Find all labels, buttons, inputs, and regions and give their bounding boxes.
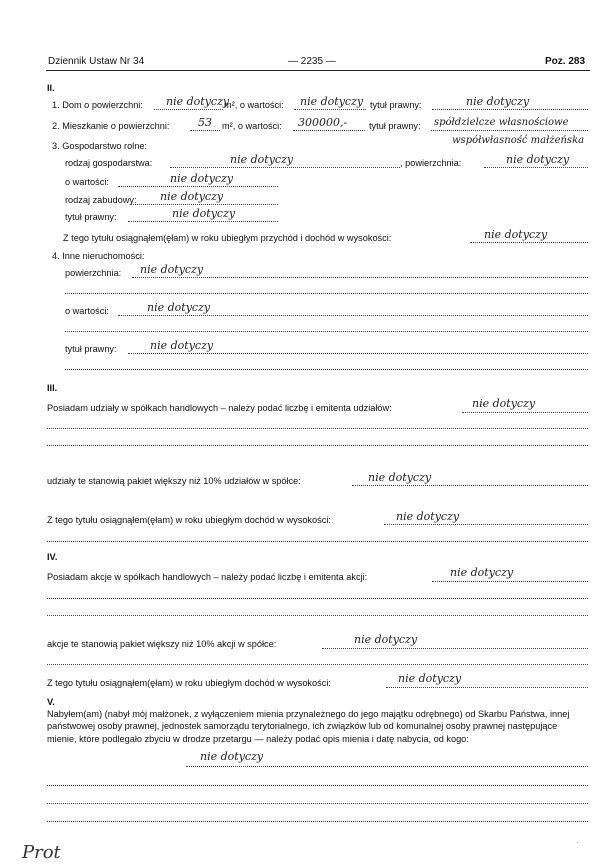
dom-label: 1. Dom o powierzchni: xyxy=(52,100,143,110)
udzialy-line xyxy=(462,412,588,413)
akcje-value: nie dotyczy xyxy=(450,566,514,579)
akcje-pakiet-blank-line xyxy=(47,664,588,665)
section-5-value-line xyxy=(186,766,588,767)
akcje-doch-line xyxy=(386,687,588,688)
mieszkanie-value: 300000,- xyxy=(298,116,348,129)
udzialy-doch-blank-line xyxy=(47,541,588,542)
section-2-title: II. xyxy=(47,83,55,93)
section-5-text: Nabyłem(am) (nabył mój małżonek, z wyłączeniem mienia przynależnego do jego majątku odrębnego) od Skarbu Państwa, innej państwowej osoby prawnej, jednostek samorządu terytorialnego, ich związków lub od komunalnej osoby prawnej następujące mienie, które podlegało zbyciu w drodze przetargu — należy podać opis mienia i datę nabycia, od kogo: xyxy=(47,709,570,744)
akcje-blank-line-2 xyxy=(47,615,588,616)
section-5-blank-line-1 xyxy=(47,785,588,786)
gospodarstwo-wart-label: o wartości: xyxy=(65,177,109,187)
inne-blank-line-1 xyxy=(65,293,588,294)
dom-value-line xyxy=(294,109,366,110)
gospodarstwo-tyt-label: tytuł prawny: xyxy=(65,212,117,222)
gospodarstwo-rodzaj-value: nie dotyczy xyxy=(230,153,294,166)
gospodarstwo-pow-label: , powierzchnia: xyxy=(400,158,462,168)
inne-pow-value: nie dotyczy xyxy=(140,263,204,276)
scan-speck: · xyxy=(576,838,579,847)
gospodarstwo-doch-value: nie dotyczy xyxy=(484,228,548,241)
gospodarstwo-doch-label: Z tego tytułu osiągnąłem(ęłam) w roku ubiegłym przychód i dochód w wysokości: xyxy=(63,233,392,243)
gospodarstwo-rodzaj-line xyxy=(170,167,400,168)
gospodarstwo-tyt-value: nie dotyczy xyxy=(172,207,236,220)
gospodarstwo-pow-value: nie dotyczy xyxy=(506,153,570,166)
journal-title: Dziennik Ustaw Nr 34 xyxy=(48,56,145,67)
udzialy-doch-value: nie dotyczy xyxy=(396,510,460,523)
inne-tyt-line xyxy=(128,353,588,354)
mieszkanie-unit-label: m², o wartości: xyxy=(222,121,282,131)
inne-blank-line-2 xyxy=(65,331,588,332)
dom-title-value: nie dotyczy xyxy=(466,95,530,108)
gospodarstwo-doch-line xyxy=(470,242,588,243)
inne-pow-line xyxy=(132,277,588,278)
inne-label: 4. Inne nieruchomości: xyxy=(52,251,145,261)
inne-pow-label: powierzchnia: xyxy=(65,268,122,278)
section-3-title: III. xyxy=(47,383,58,393)
gospodarstwo-zab-value: nie dotyczy xyxy=(160,190,224,203)
udzialy-blank-line-2 xyxy=(47,445,588,446)
gospodarstwo-wart-line xyxy=(118,186,278,187)
dom-value: nie dotyczy xyxy=(300,95,364,108)
udzialy-pakiet-line xyxy=(352,485,588,486)
gospodarstwo-label: 3. Gospodarstwo rolne: xyxy=(52,141,147,151)
dom-title-label: tytuł prawny: xyxy=(370,100,422,110)
mieszkanie-value-line xyxy=(293,130,365,131)
position-number: Poz. 283 xyxy=(545,56,586,67)
mieszkanie-area-line xyxy=(190,130,220,131)
gospodarstwo-rodzaj-label: rodzaj gospodarstwa: xyxy=(65,158,153,168)
inne-wart-value: nie dotyczy xyxy=(147,301,211,314)
inne-wart-label: o wartości: xyxy=(65,306,109,316)
section-5-title: V. xyxy=(47,697,55,707)
inne-tyt-label: tytuł prawny: xyxy=(65,344,117,354)
mieszkanie-label: 2. Mieszkanie o powierzchni: xyxy=(52,121,170,131)
dom-area-line xyxy=(154,109,223,110)
gospodarstwo-zab-label: rodzaj zabudowy: xyxy=(65,195,137,205)
inne-tyt-value: nie dotyczy xyxy=(150,339,214,352)
inne-blank-line-3 xyxy=(65,369,588,370)
inne-wart-line xyxy=(118,315,588,316)
gospodarstwo-pow-line xyxy=(484,167,588,168)
akcje-pakiet-value: nie dotyczy xyxy=(354,633,418,646)
mieszkanie-title-label: tytuł prawny: xyxy=(369,121,421,131)
udzialy-pakiet-label: udziały te stanowią pakiet większy niż 10% udziałów w spółce: xyxy=(47,476,301,486)
akcje-label: Posiadam akcje w spółkach handlowych – należy podać liczbę i emitenta akcji: xyxy=(47,572,368,582)
gospodarstwo-tyt-line xyxy=(128,221,278,222)
mieszkanie-title-line xyxy=(431,130,588,131)
akcje-pakiet-label: akcje te stanowią pakiet większy niż 10% akcji w spółce: xyxy=(47,639,277,649)
gospodarstwo-zab-line xyxy=(130,204,278,205)
mieszkanie-title-value: spółdzielcze własnościowe xyxy=(434,117,569,128)
section-5-value: nie dotyczy xyxy=(200,750,264,763)
akcje-pakiet-line xyxy=(322,648,588,649)
mieszkanie-area-value: 53 xyxy=(198,116,212,129)
mieszkanie-title-value-line2: współwłasność małżeńska xyxy=(452,135,585,146)
section-4-title: IV. xyxy=(47,552,58,562)
akcje-doch-value: nie dotyczy xyxy=(398,672,462,685)
akcje-doch-label: Z tego tytułu osiągnąłem(ęłam) w roku ubiegłym dochód w wysokości: xyxy=(47,678,331,688)
udzialy-value: nie dotyczy xyxy=(472,397,536,410)
header-rule xyxy=(46,70,590,71)
dom-unit-label: m², o wartości: xyxy=(224,100,284,110)
udzialy-doch-line xyxy=(384,524,588,525)
dom-title-line xyxy=(432,109,588,110)
section-5-blank-line-3 xyxy=(47,821,588,822)
akcje-blank-line-1 xyxy=(47,598,588,599)
udzialy-label: Posiadam udziały w spółkach handlowych – należy podać liczbę i emitenta udziałów: xyxy=(47,403,392,413)
section-5-blank-line-2 xyxy=(47,803,588,804)
dom-area-value: nie dotyczy xyxy=(166,95,230,108)
udzialy-blank-line-1 xyxy=(47,428,588,429)
handwritten-initials: Prot xyxy=(22,842,61,863)
udzialy-pakiet-value: nie dotyczy xyxy=(368,471,432,484)
page-number: — 2235 — xyxy=(288,56,336,67)
akcje-line xyxy=(432,581,588,582)
gospodarstwo-wart-value: nie dotyczy xyxy=(170,172,234,185)
udzialy-doch-label: Z tego tytułu osiągnąłem(ęłam) w roku ubiegłym dochód w wysokości: xyxy=(47,515,331,525)
